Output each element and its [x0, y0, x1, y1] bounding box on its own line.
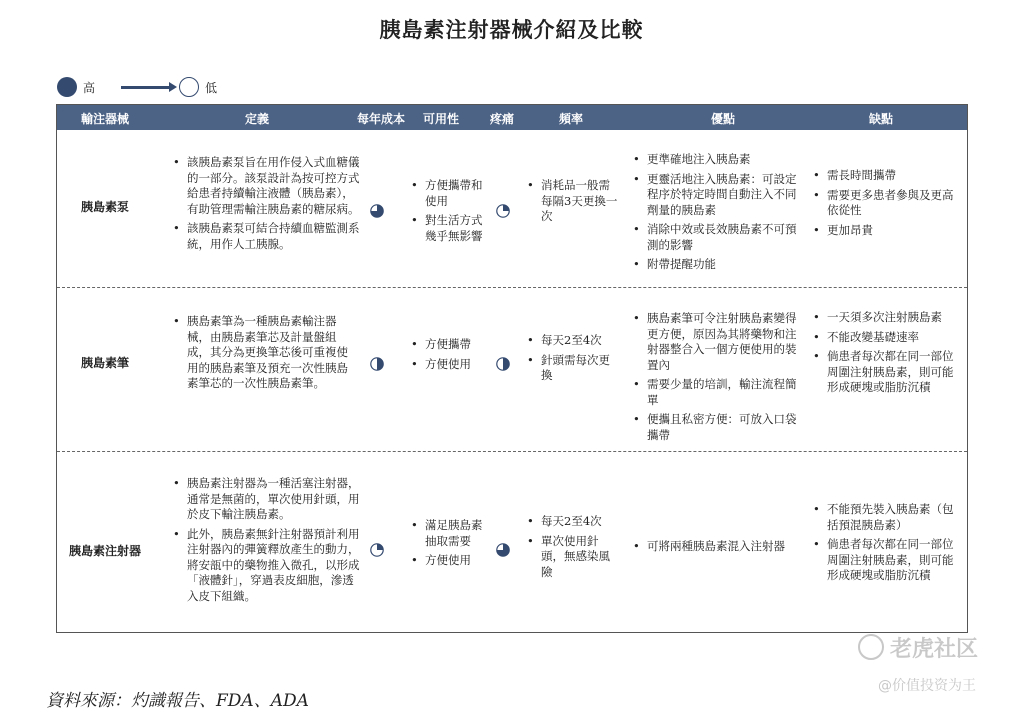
header-advantages: 優點: [710, 112, 735, 126]
list-item: • 胰島素注射器為一種活塞注射器，通常是無菌的，單次使用針頭，用於皮下輸注胰島素。: [171, 476, 363, 523]
list-item: • 消耗品一般需每隔3天更換一次: [525, 178, 621, 225]
list-item: • 不能改變基礎速率: [811, 330, 963, 346]
pain-harvey-ball-icon: [496, 543, 510, 557]
list-item: • 對生活方式幾乎無影響: [409, 213, 493, 244]
list-item: • 該胰島素泵旨在用作侵入式血糖儀的一部分。該泵設計為按可控方式給患者持續輸注液體（胰島素），有助管理需輸注胰島素的糖尿病。: [171, 155, 363, 217]
list-item: • 可將兩種胰島素混入注射器: [631, 539, 807, 555]
list-item: • 消除中效或長效胰島素不可預測的影響: [631, 222, 801, 253]
watermark-text: 老虎社区: [890, 637, 979, 662]
list-item: • 該胰島素泵可結合持續血糖監測系統，用作人工胰腺。: [171, 221, 363, 252]
availability-list: [409, 178, 493, 248]
header-annual-cost: 每年成本: [356, 112, 405, 126]
disadvantages-list: [811, 502, 963, 588]
list-item: • 方便使用: [409, 553, 493, 569]
list-item: • 不能預先裝入胰島素（包括預混胰島素）: [811, 502, 963, 533]
legend-high-label: 高: [83, 80, 96, 95]
disadvantages-list: [811, 310, 963, 400]
frequency-list: [525, 514, 621, 584]
list-item: • 需要更多患者參與及更高依從性: [811, 188, 959, 219]
disadvantages-list: [811, 168, 959, 242]
list-item: • 更加昂貴: [811, 223, 959, 239]
row-device-name: 胰島素泵: [80, 200, 129, 214]
header-availability: 可用性: [422, 112, 459, 126]
list-item: • 方便攜帶和使用: [409, 178, 493, 209]
advantages-list: [631, 152, 801, 277]
list-item: • 針頭需每次更換: [525, 353, 621, 384]
annual-cost-harvey-ball-icon: [370, 357, 384, 371]
list-item: • 倘患者每次都在同一部位周圍注射胰島素，則可能形成硬塊或脂肪沉積: [811, 537, 963, 584]
table-row: [57, 130, 967, 287]
list-item: • 附帶提醒功能: [631, 257, 801, 273]
list-item: • 胰島素筆為一種胰島素輸注器械，由胰島素筆芯及計量盤組成，其分為更換筆芯後可重複使用的胰島素筆及預充一次性胰島素筆芯的一次性胰島素筆。: [171, 314, 355, 392]
list-item: • 此外，胰島素無針注射器預計利用注射器內的彈簧釋放產生的動力，將安瓿中的藥物推入微孔，以形成「液體針」，穿過表皮細胞，滲透入皮下組織。: [171, 527, 363, 605]
list-item: • 滿足胰島素抽取需要: [409, 518, 493, 549]
pain-harvey-ball-icon: [496, 357, 510, 371]
list-item: • 更準確地注入胰島素: [631, 152, 801, 168]
frequency-list: [525, 178, 621, 229]
filled-circle-icon: [57, 77, 77, 97]
list-item: • 胰島素筆可令注射胰島素變得更方便，原因為其將藥物和注射器整合入一個方便使用的裝置內: [631, 311, 803, 373]
list-item: • 需長時間攜帶: [811, 168, 959, 184]
row-device-name: 胰島素注射器: [68, 544, 141, 558]
list-item: • 方便使用: [409, 357, 493, 373]
header-frequency: 頻率: [558, 112, 583, 126]
source-note: 資料來源：灼識報告、FDA、ADA: [46, 691, 309, 711]
frequency-list: [525, 333, 621, 388]
header-definition: 定義: [244, 112, 269, 126]
arrow-right-icon: [121, 86, 171, 89]
table-row: [57, 288, 967, 451]
page-title: 胰島素注射器械介紹及比較: [379, 17, 644, 42]
header-device: 輸注器械: [80, 112, 129, 126]
advantages-list: [631, 539, 807, 559]
definition-list: [171, 476, 363, 608]
availability-list: [409, 337, 493, 376]
header-pain: 疼痛: [489, 112, 514, 126]
list-item: • 每天2至4次: [525, 514, 621, 530]
empty-circle-icon: [179, 77, 199, 97]
watermark-logo-icon: [858, 634, 884, 660]
definition-list: [171, 314, 355, 396]
annual-cost-harvey-ball-icon: [370, 543, 384, 557]
comparison-table: [56, 104, 968, 633]
legend-low-label: 低: [205, 80, 218, 95]
annual-cost-harvey-ball-icon: [370, 204, 384, 218]
legend: [57, 76, 217, 98]
row-device-name: 胰島素筆: [80, 356, 129, 370]
list-item: • 更靈活地注入胰島素：可設定程序於特定時間自動注入不同劑量的胰島素: [631, 172, 801, 219]
list-item: • 需要少量的培訓，輸注流程簡單: [631, 377, 803, 408]
definition-list: [171, 155, 363, 256]
list-item: • 倘患者每次都在同一部位周圍注射胰島素，則可能形成硬塊或脂肪沉積: [811, 349, 963, 396]
list-item: • 單次使用針頭，無感染風險: [525, 534, 621, 581]
availability-list: [409, 518, 493, 573]
advantages-list: [631, 311, 803, 447]
table-header: [57, 105, 967, 130]
table-row: [57, 452, 967, 632]
watermark-subtext: @价值投资为王: [878, 678, 976, 694]
list-item: • 方便攜帶: [409, 337, 493, 353]
header-disadvantages: 缺點: [868, 112, 893, 126]
list-item: • 一天須多次注射胰島素: [811, 310, 963, 326]
pain-harvey-ball-icon: [496, 204, 510, 218]
list-item: • 便攜且私密方便：可放入口袋攜帶: [631, 412, 803, 443]
list-item: • 每天2至4次: [525, 333, 621, 349]
